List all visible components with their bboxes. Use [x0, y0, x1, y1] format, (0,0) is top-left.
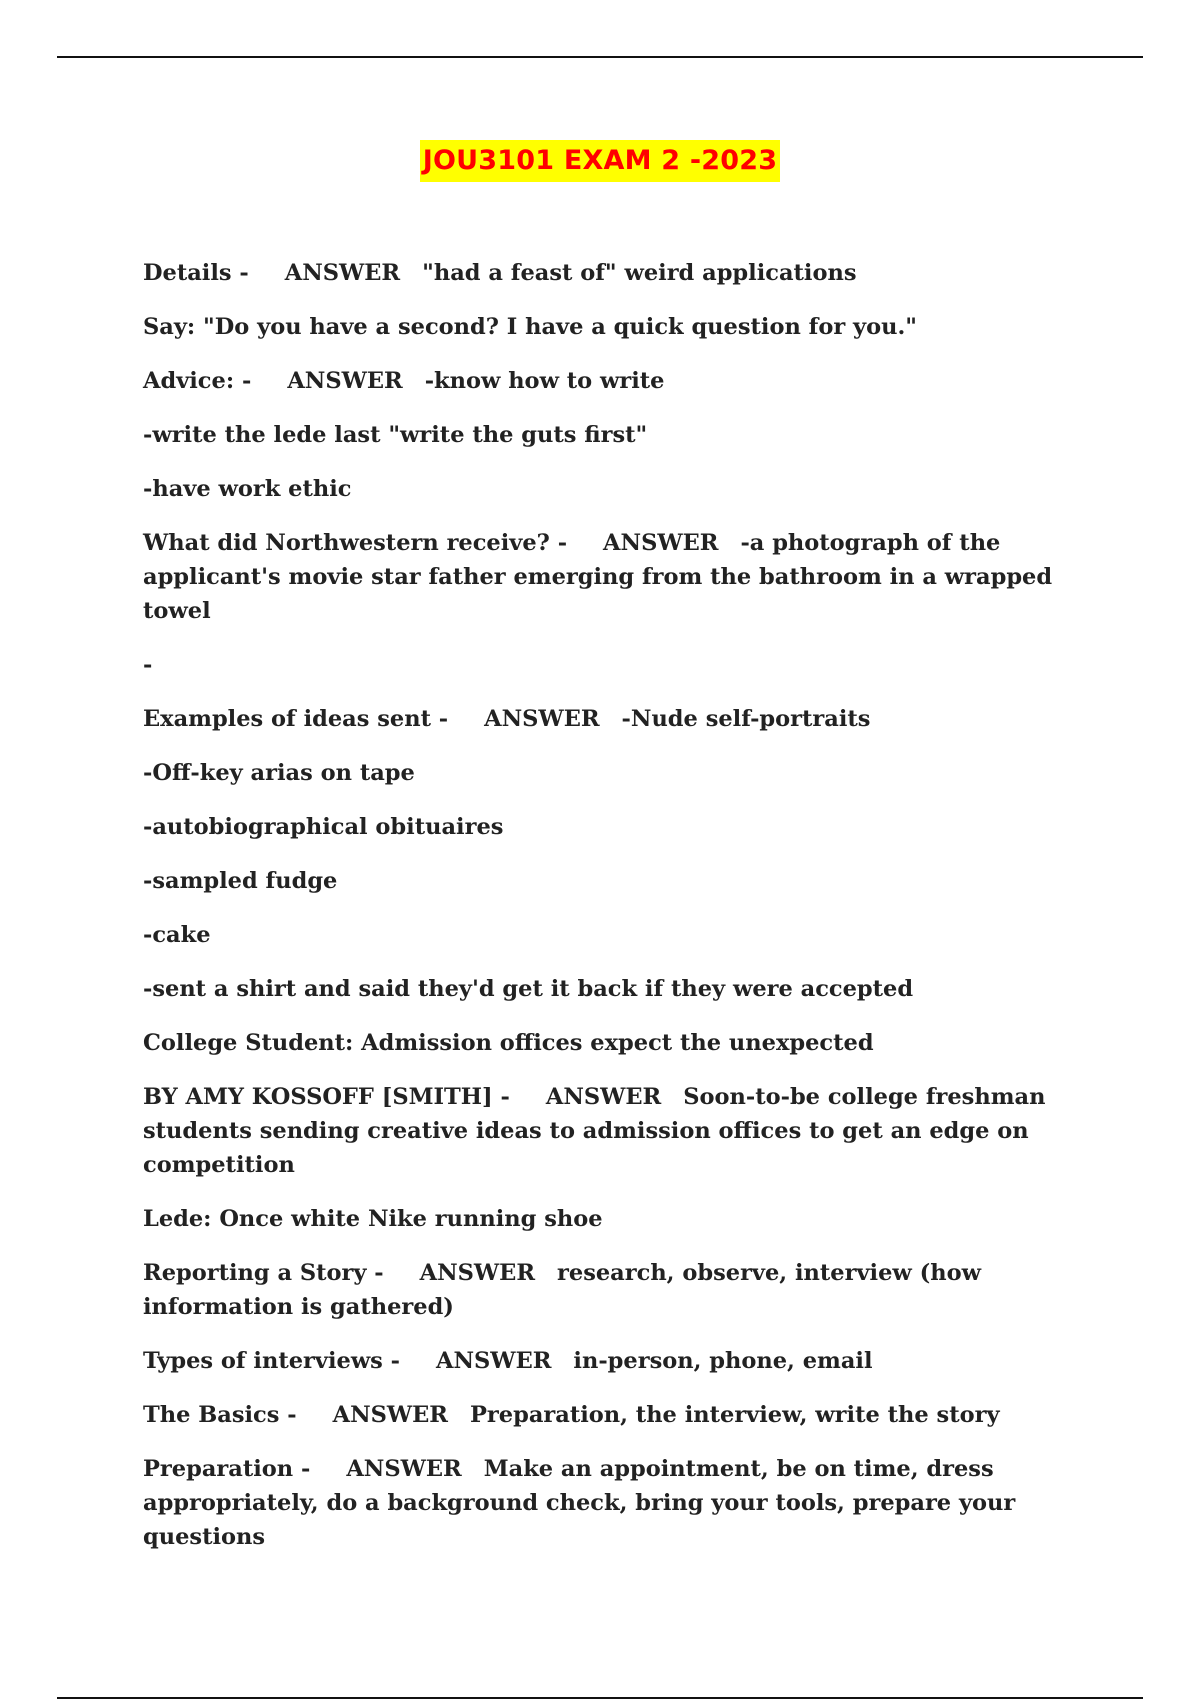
- answer-label: ANSWER: [284, 260, 401, 286]
- qa-entry: [143, 1256, 1103, 1324]
- answer-text: research, observe, interview (how information is gathered): [143, 1260, 981, 1320]
- answer-label: ANSWER: [419, 1260, 536, 1286]
- text-line: -: [143, 652, 153, 678]
- text-line: -autobiographical obituaires: [143, 814, 504, 840]
- answer-label: ANSWER: [346, 1456, 462, 1482]
- text-line: -have work ethic: [143, 476, 352, 502]
- answer-label: ANSWER: [287, 368, 403, 394]
- question-text: BY AMY KOSSOFF [SMITH] -: [143, 1084, 510, 1110]
- answer-text: Soon-to-be college freshman students sending creative ideas to admission offices to get an edge on competition: [143, 1084, 1046, 1178]
- document-title: JOU3101 EXAM 2 -2023: [420, 140, 780, 182]
- answer-text: Preparation, the interview, write the story: [470, 1402, 1000, 1428]
- text-line: College Student: Admission offices expect the unexpected: [143, 1030, 874, 1056]
- question-text: Details -: [143, 260, 249, 286]
- answer-text: -know how to write: [424, 368, 665, 394]
- question-text: Reporting a Story -: [143, 1260, 384, 1286]
- title-container: [0, 140, 1200, 182]
- text-line: -sampled fudge: [143, 868, 338, 894]
- question-text: Preparation -: [143, 1456, 311, 1482]
- text-line: Lede: Once white Nike running shoe: [143, 1206, 603, 1232]
- answer-text: -Nude self-portraits: [621, 706, 871, 732]
- bottom-rule: [57, 1697, 1143, 1699]
- qa-entry: [143, 1398, 1103, 1432]
- text-line: -Off-key arias on tape: [143, 760, 415, 786]
- text-line: -write the lede last "write the guts first": [143, 422, 648, 448]
- qa-entry: [143, 1080, 1103, 1182]
- qa-entry: [143, 256, 1103, 290]
- text-line: -cake: [143, 922, 211, 948]
- qa-entry: [143, 526, 1103, 628]
- answer-label: ANSWER: [545, 1084, 662, 1110]
- answer-label: ANSWER: [436, 1348, 552, 1374]
- question-text: The Basics -: [143, 1402, 297, 1428]
- text-line: -sent a shirt and said they'd get it back if they were accepted: [143, 976, 914, 1002]
- question-text: Types of interviews -: [143, 1348, 401, 1374]
- answer-text: in-person, phone, email: [573, 1348, 873, 1374]
- qa-entry: [143, 364, 1103, 398]
- question-text: Examples of ideas sent -: [143, 706, 449, 732]
- answer-text: "had a feast of" weird applications: [422, 260, 857, 286]
- qa-entry: [143, 1452, 1103, 1554]
- top-rule: [57, 56, 1143, 58]
- qa-entry: [143, 702, 1103, 736]
- answer-label: ANSWER: [484, 706, 600, 732]
- qa-entry: [143, 1344, 1103, 1378]
- answer-text: -a photograph of the applicant's movie star father emerging from the bathroom in a wrapped towel: [143, 530, 1053, 624]
- answer-label: ANSWER: [603, 530, 719, 556]
- question-text: What did Northwestern receive? -: [143, 530, 568, 556]
- answer-text: Make an appointment, be on time, dress appropriately, do a background check, bring your tools, prepare your questions: [143, 1456, 1016, 1550]
- answer-label: ANSWER: [332, 1402, 448, 1428]
- question-text: Advice: -: [143, 368, 252, 394]
- document-body: [143, 256, 1103, 1574]
- text-line: Say: "Do you have a second? I have a quick question for you.": [143, 314, 918, 340]
